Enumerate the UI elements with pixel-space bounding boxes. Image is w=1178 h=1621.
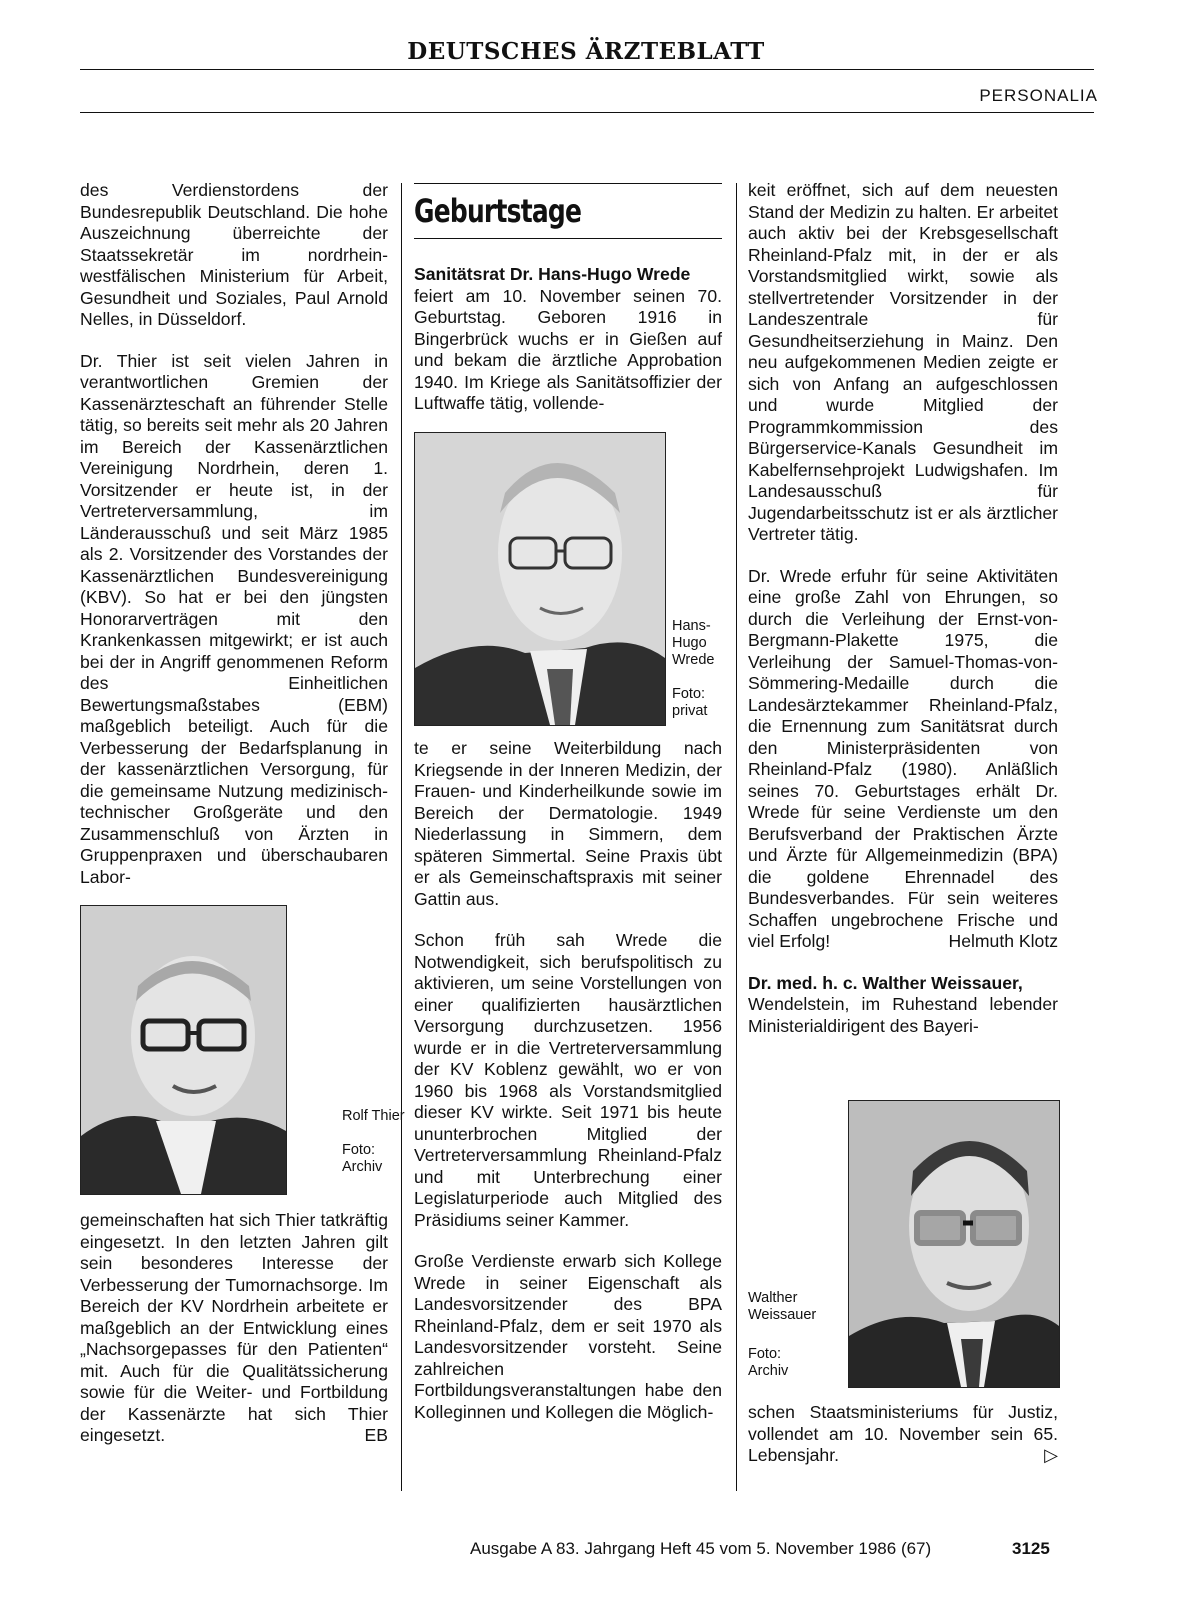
article-lead-name: Dr. med. h. c. Walther Weissauer, (748, 972, 1023, 993)
section-heading: Geburtstage (414, 192, 582, 230)
column-2-bottom (414, 738, 722, 1423)
page-number: 3125 (1012, 1539, 1050, 1558)
photo-caption-credit: Foto: privat (672, 686, 708, 719)
author-signature: EB (364, 1425, 388, 1445)
portrait-image (81, 906, 286, 1194)
article-paragraph: Wendelstein, im Ruhestand lebender Ministerialdirigent des Bayeri- (748, 994, 1058, 1036)
portrait-photo-hans-hugo-wrede (414, 432, 666, 726)
author-signature: Helmuth Klotz (948, 931, 1058, 951)
photo-caption-credit: Foto: Archiv (342, 1142, 383, 1175)
article-paragraph: des Verdienstordens der Bundesrepublik Deutschland. Die hohe Auszeichnung überreichte der Staatssekretär im nordrhein-westfälischen Ministerium für Arbeit, Gesundheit und Soziales, Paul Arnold Nelles, in Düsseldorf. (80, 180, 388, 329)
article-paragraph: feiert am 10. November seinen 70. Geburtstag. Geboren 1916 in Bingerbrück wuchs er in Gießen auf und bekam die ärztliche Approbation 1940. Im Kriege als Sanitätsoffizier der Luftwaffe tätig, vollende- (414, 285, 722, 413)
portrait-image (415, 433, 665, 725)
masthead: DEUTSCHES ÄRZTEBLATT (407, 38, 765, 65)
photo-caption-name: Hans-Hugo Wrede (672, 618, 715, 668)
column-separator (736, 183, 737, 1491)
article-lead-name: Sanitätsrat Dr. Hans-Hugo Wrede (414, 264, 691, 284)
column-separator (401, 183, 402, 1491)
column-3-top (748, 180, 1058, 1037)
article-paragraph: Große Verdienste erwarb sich Kollege Wrede in seiner Eigenschaft als Landesvorsitzender des BPA Rheinland-Pfalz, dem er seit 1970 als Landesvorsitzender vorsteht. Seine zahlreichen Fortbildungsveranstaltungen habe den Kolleginnen und Kollegen die Möglich- (414, 1251, 722, 1422)
heading-rule-top (414, 183, 722, 184)
article-paragraph: schen Staatsministeriums für Justiz, vollendet am 10. November sein 65. Lebensjahr. (748, 1402, 1058, 1465)
footer-edition: Ausgabe A 83. Jahrgang Heft 45 vom 5. November 1986 (67) (470, 1539, 932, 1558)
header-rule-top (80, 69, 1094, 70)
photo-caption-credit: Foto: Archiv (748, 1346, 789, 1379)
article-paragraph: te er seine Weiterbildung nach Kriegsende in der Inneren Medizin, der Frauen- und Kinderheilkunde sowie im Bereich der Dermatologie. 1949 Niederlassung in Simmern, dem späteren Simmertal. Seine Praxis übt er als Gemeinschaftspraxis mit seiner Gattin aus. (414, 738, 722, 909)
portrait-photo-walther-weissauer (848, 1100, 1060, 1388)
article-paragraph: keit eröffnet, sich auf dem neuesten Stand der Medizin zu halten. Er arbeitet auch aktiv bei der Krebsgesellschaft Rheinland-Pfalz mit, in der er als Vorstandsmitglied wirkt, sowie als stellvertretender Vorsitzender in der Landeszentrale für Gesundheitserziehung in Mainz. Den neu aufgekommenen Medien zeigte er sich von Anfang an aufgeschlossen und wurde Mitglied der Programmkommission des Bürgerservice-Kanals Gesundheit im Kabelfernsehprojekt Ludwigshafen. Im Landesausschuß für Jugendarbeitsschutz ist er als ärztlicher Vertreter tätig. (748, 180, 1058, 544)
column-2-top (414, 264, 722, 415)
header-rule-bottom (80, 112, 1094, 113)
portrait-image (849, 1101, 1059, 1387)
continue-arrow-icon: ▷ (1044, 1445, 1058, 1465)
article-paragraph: gemeinschaften hat sich Thier tatkräftig eingesetzt. In den letzten Jahren gilt sein besonderes Interesse der Verbesserung der Tumornachsorge. Im Bereich der KV Nordrhein arbeitete er maßgeblich an der Entwicklung eines „Nachsorgepasses für den Patienten“ mit. Auch für die Qualitätssicherung sowie für die Weiter- und Fortbildung der Kassenärzte hat sich Thier eingesetzt. (80, 1210, 388, 1445)
article-paragraph: Dr. Thier ist seit vielen Jahren in verantwortlichen Gremien der Kassenärzteschaft an führender Stelle tätig, so bereits seit mehr als 20 Jahren im Bereich der Kassenärztlichen Vereinigung Nordrhein, deren 1. Vorsitzender er heute ist, in der Vertreterversammlung, im Länderausschuß und seit März 1985 als 2. Vorsitzender des Vorstandes der Kassenärztlichen Bundesvereinigung (KBV). So hat er bei den jüngsten Honorarverträgen mit den Krankenkassen mitgewirkt; er ist auch bei der in Angriff genommenen Reform des Einheitlichen Bewertungsmaßstabes (EBM) maßgeblich beteiligt. Auch für die Verbesserung der Bedarfsplanung in der kassenärztlichen Versorgung, für die gemeinsame Nutzung medizinisch-technischer Großgeräte und den Zusammenschluß von Ärzten in Gruppenpraxen und überschaubaren Labor- (80, 350, 388, 887)
heading-rule-bottom (414, 238, 722, 239)
column-1-bottom (80, 1210, 388, 1447)
photo-caption-name: Rolf Thier (342, 1108, 405, 1124)
portrait-photo-rolf-thier (80, 905, 287, 1195)
column-1-top (80, 180, 388, 888)
article-paragraph: Dr. Wrede erfuhr für seine Aktivitäten eine große Zahl von Ehrungen, so durch die Verleihung der Ernst-von-Bergmann-Plakette 1975, die Verleihung der Samuel-Thomas-von-Sömmering-Medaille durch die Landesärztekammer Rheinland-Pfalz, die Ernennung zum Sanitätsrat durch den Ministerpräsidenten von Rheinland-Pfalz (1980). Anläßlich seines 70. Geburtstages erhält Dr. Wrede für seine Verdienste um den Berufsverband der Praktischen Ärzte und Ärzte für Allgemeinmedizin (BPA) die goldene Ehrennadel des Bundesverbandes. Für sein weiteres Schaffen ungebrochene Frische und viel Erfolg! (748, 565, 1058, 951)
article-paragraph: Schon früh sah Wrede die Notwendigkeit, sich berufspolitisch zu aktivieren, um seine Vorstellungen von einer qualifizierten hausärztlichen Versorgung durchzusetzen. 1956 wurde er in die Vertreterversammlung der KV Koblenz gewählt, wo er von 1960 bis 1968 als Vorstandsmitglied dieser KV wirkte. Seit 1971 bis heute ununterbrochen Mitglied der Vertreterversammlung Rheinland-Pfalz und mit Unterbrechung einer Legislaturperiode auch Mitglied des Präsidiums seiner Kammer. (414, 930, 722, 1230)
photo-caption-name: Walther Weissauer (748, 1290, 817, 1323)
column-3-bottom (748, 1402, 1058, 1467)
section-label: PERSONALIA (979, 86, 1098, 105)
